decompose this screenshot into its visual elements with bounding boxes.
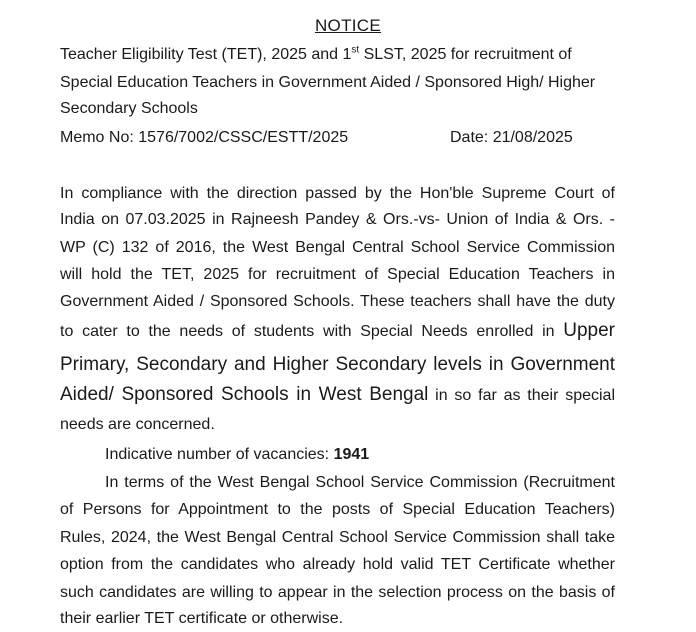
vacancies-label: Indicative number of vacancies: (105, 446, 334, 463)
para1-line-6 (60, 321, 615, 342)
para2-line-6: their earlier TET certificate or otherwise. (60, 610, 344, 627)
para1-line-2: India on 07.03.2025 in Rajneesh Pandey & Ors.-vs- Union of India & Ors. - (60, 211, 615, 228)
para2-line-2: of Persons for Appointment to the posts of Special Education Teachers) (60, 501, 615, 518)
para1-line-1: In compliance with the direction passed by the Hon'ble Supreme Court of (60, 185, 615, 202)
para1-line-8-text: in so far as their special (428, 387, 615, 404)
subject-line-1 (60, 45, 572, 65)
para2-line-1: In terms of the West Bengal School Service Commission (Recruitment (105, 474, 615, 491)
memo-number: Memo No: 1576/7002/CSSC/ESTT/2025 (60, 129, 349, 146)
para1-line-8 (60, 385, 615, 406)
para2-line-4: option from the candidates who already hold valid TET Certificate whether (60, 556, 615, 573)
para1-line-9: needs are concerned. (60, 416, 215, 433)
para2-line-5: such candidates are willing to appear in the selection process on the basis of (60, 584, 615, 601)
para1-line-3: WP (C) 132 of 2016, the West Bengal Central School Service Commission (60, 239, 615, 256)
para1-line-4: will hold the TET, 2025 for recruitment of Special Education Teachers in (60, 266, 615, 283)
para1-line-7: Primary, Secondary and Higher Secondary levels in Government (60, 354, 615, 375)
ordinal-superscript: st (351, 44, 360, 56)
para1-line-6-emphasis: Upper (563, 320, 615, 341)
subject-line-3: Secondary Schools (60, 100, 198, 117)
subject-line-2: Special Education Teachers in Government Aided / Sponsored High/ Higher (60, 74, 596, 91)
para2-line-3: Rules, 2024, the West Bengal Central School Service Commission shall take (60, 529, 615, 546)
notice-title: NOTICE (314, 16, 382, 35)
memo-date: Date: 21/08/2025 (450, 129, 573, 146)
para1-line-6-text: to cater to the needs of students with Special Needs enrolled in (60, 323, 564, 340)
subject-line-1-end: SLST, 2025 for recruitment of (359, 46, 572, 63)
vacancies-line (105, 445, 369, 465)
para1-line-8-emphasis: Aided/ Sponsored Schools in West Bengal (60, 384, 429, 405)
para1-line-5: Government Aided / Sponsored Schools. These teachers shall have the duty (60, 293, 615, 310)
subject-line-1-start: Teacher Eligibility Test (TET), 2025 and 1 (60, 46, 352, 63)
vacancies-count: 1941 (333, 446, 370, 463)
